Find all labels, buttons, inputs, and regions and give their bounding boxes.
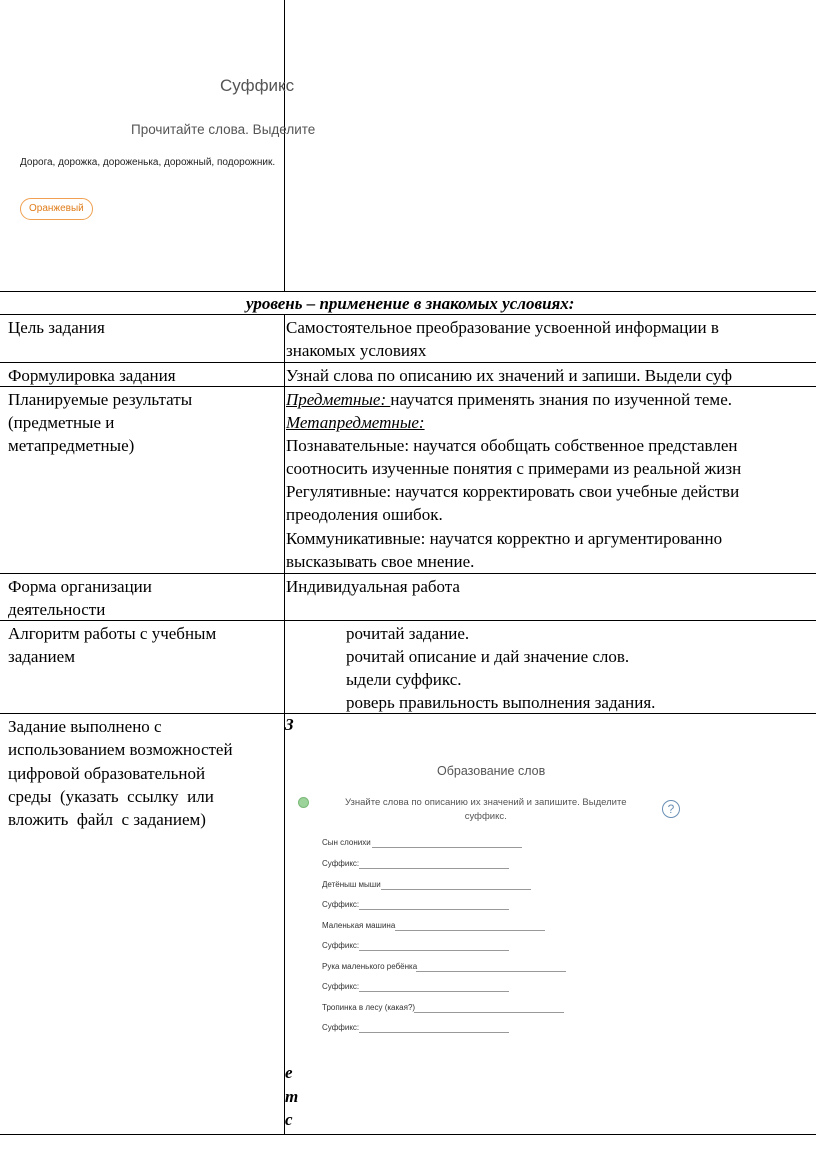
suffix-input[interactable] <box>359 1032 509 1033</box>
row-border <box>0 314 816 315</box>
wording-label: Формулировка задания <box>8 366 176 385</box>
answer-input[interactable] <box>395 930 545 931</box>
goal-value-line: знакомых условиях <box>286 341 427 360</box>
row-border <box>0 362 816 363</box>
suffix-input[interactable] <box>359 868 509 869</box>
goal-label: Цель задания <box>8 318 105 337</box>
table-bottom-border <box>0 1134 816 1135</box>
wording-value: Узнай слова по описанию их значений и запиши. Выдели суф <box>286 366 732 385</box>
algorithm-label-line: Алгоритм работы с учебным <box>8 624 217 643</box>
screenshot-title: Суффикс <box>220 76 295 95</box>
form-value: Индивидуальная работа <box>286 577 460 596</box>
table-top-border <box>0 291 816 292</box>
exercise-instruction-line: суффикс. <box>464 811 507 822</box>
field-label: Суффикс: <box>322 1023 360 1032</box>
algorithm-step: рочитай задание. <box>346 624 470 643</box>
meta-results-label: Метапредметные: <box>286 413 425 432</box>
answer-input[interactable] <box>381 889 531 890</box>
digital-label-line: Задание выполнено с <box>8 717 162 736</box>
results-line: соотносить изученные понятия с примерами из реальной жизн <box>286 459 742 478</box>
results-label-line: Планируемые результаты <box>8 390 193 409</box>
results-label-line: (предметные и <box>8 413 115 432</box>
exercise-instruction <box>345 796 627 824</box>
row-border <box>0 573 816 574</box>
suffix-input[interactable] <box>359 991 509 992</box>
algorithm-step: рочитай описание и дай значение слов. <box>346 647 630 666</box>
subject-results-label: Предметные: <box>286 390 391 409</box>
stray-letter: е <box>285 1063 293 1082</box>
stray-letter: с <box>285 1110 293 1129</box>
level-heading: уровень – применение в знакомых условиях: <box>246 294 575 313</box>
subject-results-text: научатся применять знания по изученной теме. <box>390 390 732 409</box>
field-label: Детёныш мыши <box>322 880 381 889</box>
results-line: Коммуникативные: научатся корректно и аргументированно <box>286 529 723 548</box>
stray-letter: З <box>285 715 294 734</box>
answer-input[interactable] <box>416 971 566 972</box>
field-label: Рука маленького ребёнка <box>322 962 418 971</box>
answer-input[interactable] <box>372 847 522 848</box>
results-line: Регулятивные: научатся корректировать свои учебные действи <box>286 482 740 501</box>
digital-label-line: цифровой образовательной <box>8 764 206 783</box>
status-dot-icon <box>298 797 309 808</box>
results-label-line: метапредметные) <box>8 436 135 455</box>
answer-input[interactable] <box>414 1012 564 1013</box>
digital-label-line: вложить файл с заданием) <box>8 810 206 829</box>
results-line: высказывать свое мнение. <box>286 552 475 571</box>
goal-value-line: Самостоятельное преобразование усвоенной информации в <box>286 318 719 337</box>
suffix-input[interactable] <box>359 909 509 910</box>
digital-label-line: использованием возможностей <box>8 740 233 759</box>
exercise-title: Образование слов <box>437 764 546 778</box>
field-label: Тропинка в лесу (какая?) <box>322 1003 416 1012</box>
field-label: Сын слонихи <box>322 838 371 847</box>
subject-results-line <box>286 388 732 411</box>
results-line: Познавательные: научатся обобщать собственное представлен <box>286 436 738 455</box>
algorithm-label-line: заданием <box>8 647 75 666</box>
field-label: Маленькая машина <box>322 921 396 930</box>
form-label-line: деятельности <box>8 600 106 619</box>
screenshot-word-list: Дорога, дорожка, дороженька, дорожный, подорожник. <box>20 157 276 168</box>
top-divider-line <box>284 0 285 291</box>
stray-letter: т <box>285 1087 299 1106</box>
suffix-input[interactable] <box>359 950 509 951</box>
field-label: Суффикс: <box>322 859 360 868</box>
digital-label-line: среды (указать ссылку или <box>8 787 214 806</box>
field-label: Суффикс: <box>322 982 360 991</box>
results-line: преодоления ошибок. <box>286 505 443 524</box>
row-border <box>0 620 816 621</box>
exercise-instruction-line: Узнайте слова по описанию их значений и запишите. Выделите <box>345 797 627 808</box>
question-circle-icon[interactable]: ? <box>662 800 680 818</box>
form-label-line: Форма организации <box>8 577 152 596</box>
screenshot-instruction: Прочитайте слова. Выделите <box>131 122 316 137</box>
algorithm-step: роверь правильность выполнения задания. <box>346 693 656 712</box>
algorithm-step: ыдели суффикс. <box>346 670 462 689</box>
field-label: Суффикс: <box>322 900 360 909</box>
field-label: Суффикс: <box>322 941 360 950</box>
color-chip-button[interactable]: Оранжевый <box>20 198 93 220</box>
